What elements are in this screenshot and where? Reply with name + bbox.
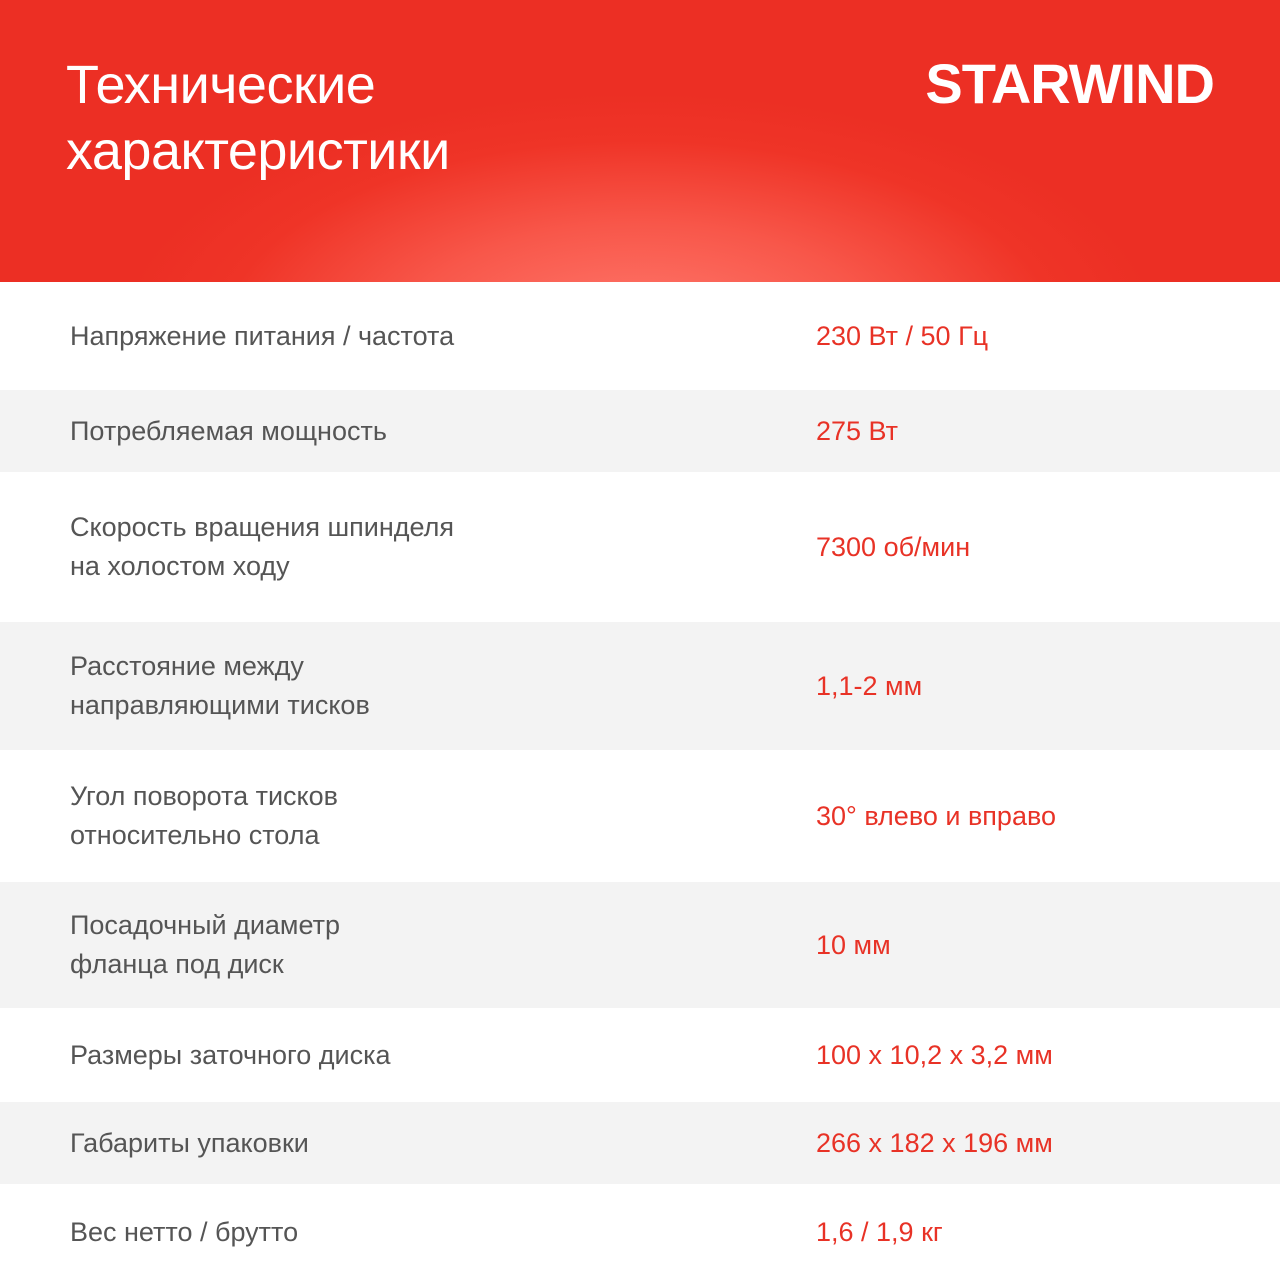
spec-label: Расстояние между направляющими тисков [70,651,370,720]
spec-value: 7300 об/мин [816,532,971,562]
spec-value: 10 мм [816,930,891,960]
brand-logo: STARWIND [925,52,1214,115]
specs-table [0,282,1280,1280]
spec-value: 1,1-2 мм [816,671,923,701]
spec-value: 266 х 182 х 196 мм [816,1128,1053,1158]
page-title [66,52,766,184]
spec-row-voltage [0,282,1280,390]
spec-row-disc-size [0,1008,1280,1102]
spec-label: Посадочный диаметр фланца под диск [70,910,340,979]
spec-value: 230 Вт / 50 Гц [816,321,989,351]
spec-row-power [0,390,1280,472]
spec-row-flange-diameter [0,882,1280,1008]
spec-label: Потребляемая мощность [70,416,387,446]
spec-label: Габариты упаковки [70,1128,309,1158]
spec-value: 1,6 / 1,9 кг [816,1217,943,1247]
spec-label: Напряжение питания / частота [70,321,455,351]
page-title-line-1: Технические [66,55,376,115]
spec-value: 275 Вт [816,416,899,446]
spec-row-vise-distance [0,622,1280,750]
spec-row-package-size [0,1102,1280,1184]
spec-row-spindle-speed [0,472,1280,622]
spec-row-vise-angle [0,750,1280,882]
page-title-line-2: характеристики [66,121,450,181]
spec-label: Вес нетто / брутто [70,1217,299,1247]
spec-row-weight [0,1184,1280,1280]
spec-value: 100 х 10,2 х 3,2 мм [816,1040,1053,1070]
spec-value: 30° влево и вправо [816,801,1057,831]
header-banner [0,0,1280,282]
spec-label: Размеры заточного диска [70,1040,391,1070]
spec-label: Скорость вращения шпинделя на холостом ходу [70,512,455,581]
spec-label: Угол поворота тисков относительно стола [70,781,339,850]
